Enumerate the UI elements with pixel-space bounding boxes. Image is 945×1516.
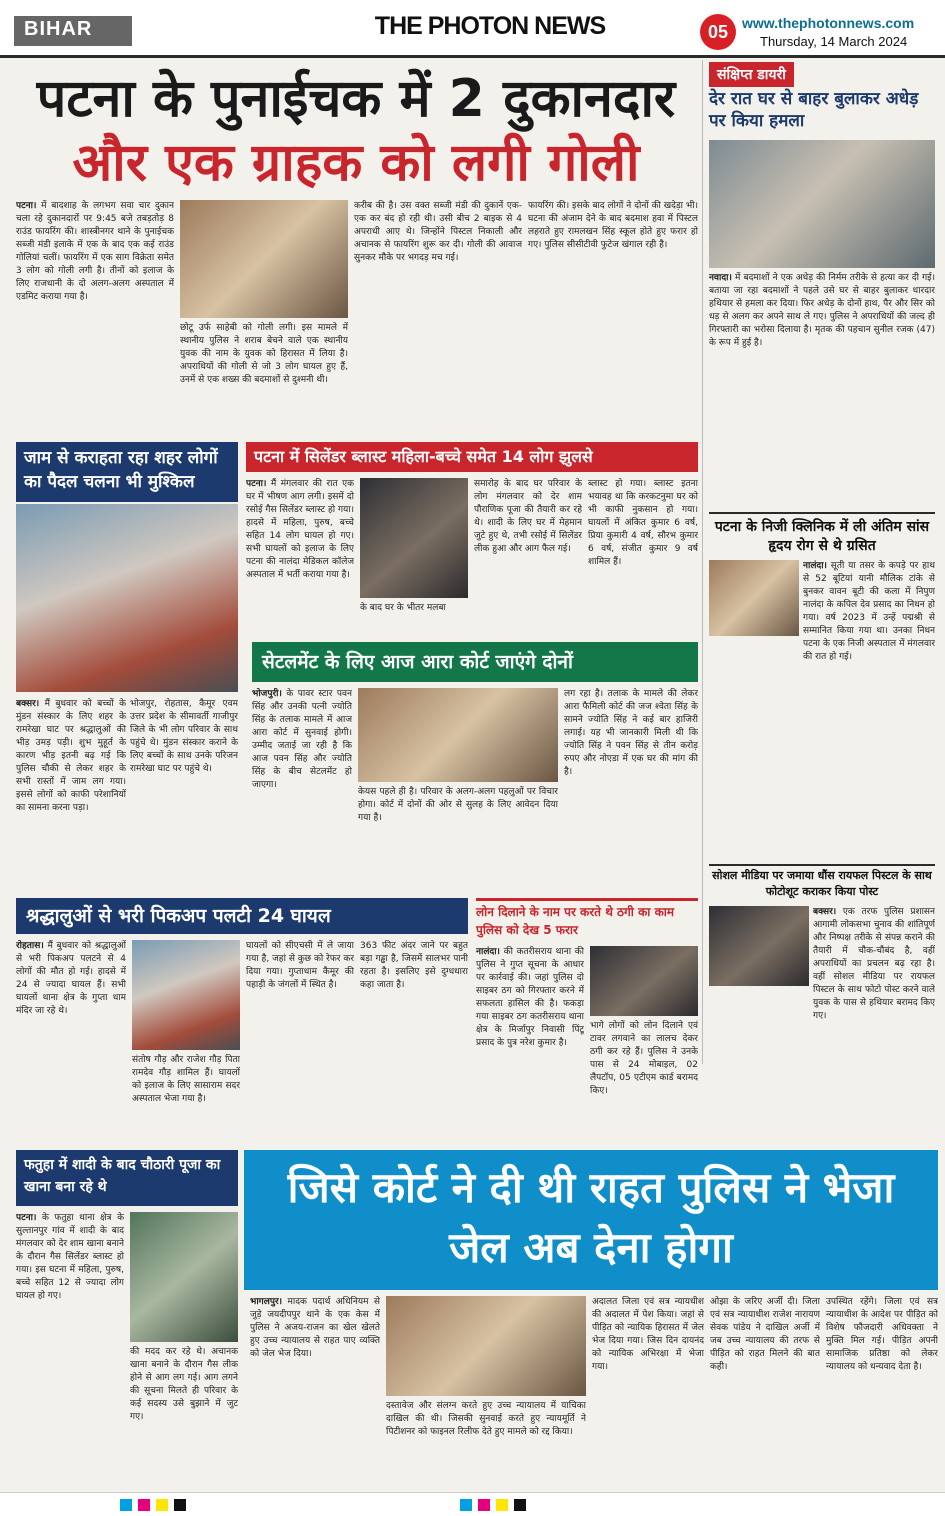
sidebar-story-3-photo: [709, 906, 809, 986]
lead-headline-line2: और एक ग्राहक को लगी गोली: [72, 133, 640, 193]
cylinder-story-caption: के बाद घर के भीतर मलबा: [360, 603, 446, 613]
court-story-dateline: भागलपुर।: [250, 1297, 283, 1307]
lead-column-4: फायरिंग की। इसके बाद लोगों ने दोनों की खदेड़ा भी। घटना की अंजाम देने के बाद बदमाश हवा में पिस्टल लहराते हुए रामलखन सिंह स्कूल होते हुए फरार हो गए। पुलिस सीसीटीवी फुटेज खंगाल रही है।: [528, 201, 698, 250]
pickup-story-photo: [132, 940, 240, 1050]
cylinder-story-column-2: समारोह के बाद घर परिवार के लोग मंगलवार को देर शाम पौराणिक पूजा की तैयारी कर रहे थे। शादी के लिए घर में मेहमान जुटे हुए थे, तभी रसोई में सिलेंडर लीक हुआ और आग फैल गई।: [474, 479, 582, 554]
settlement-story-column-1: भोजपुरी। के पावर स्टार पवन सिंह और उनकी पत्नी ज्योति सिंह के तलाक मामले में आज आरा कोर्ट में सुनवाई होगी। उम्मीद जताई जा रही है कि आज पवन सिंह और ज्योति सिंह के बीच सेटलमेंट हो जाएगा।: [252, 689, 352, 790]
cylinder-story-dateline: पटना।: [246, 479, 267, 489]
sidebar-story-1-headline: देर रात घर से बाहर बुलाकर अधेड़ पर किया हमला: [709, 89, 919, 131]
settlement-story-column-3: लग रहा है। तलाक के मामले की लेकर आरा फैमिली कोर्ट की जज श्वेता सिंह के सामने ज्योति सिंह ने कई बार हाजिरी लगाई। यह भी जानकारी मिली थी कि ज्योति सिंह ने पवन सिंह से तीन करोड़ रुपए और नोएडा में एक घर की मांग की है।: [564, 689, 698, 777]
cmyk-magenta-swatch-2: [478, 1499, 490, 1511]
fatuha-story-photo: [130, 1212, 238, 1342]
footer-registration-strip: [0, 1492, 945, 1516]
fatuha-story-headline-box: [16, 1150, 238, 1206]
settlement-story-headline: सेटलमेंट के लिए आज आरा कोर्ट जाएंगे दोनों: [262, 651, 573, 673]
settlement-story-column-2: केयस पहले ही है। परिवार के अलग-अलग पहलुओं पर विचार होगा। कोर्ट में दोनों की ओर से सुलह के लिए आवेदन दिया गया है।: [358, 787, 558, 823]
lead-headline-line1: पटना के पुनाईचक में 2 दुकानदार: [36, 69, 676, 129]
sidebar-divider-2: [709, 864, 935, 866]
court-story-column-3: अदालत जिला एवं सत्र न्यायधीश की अदालत में पेश किया। जहां से पीड़ित को न्यायिक हिरासत में जेल भेज दिया गया। जिस दिन दायनंद को न्यायिक अभिरक्षा में भेजा गया।: [592, 1297, 704, 1372]
sidebar-story-2-headline: पटना के निजी क्लिनिक में ली अंतिम सांस हृदय रोग से थे ग्रसित: [714, 519, 930, 554]
cmyk-black-swatch: [174, 1499, 186, 1511]
sidebar-story-1-dateline: नवादा।: [709, 273, 732, 283]
cylinder-story-column-3: ब्लास्ट हो गया। ब्लास्ट इतना भयावह था कि करकटनुमा घर को भी काफी नुकसान हो गया। घायलों में अंकित कुमार 6 वर्ष, प्रिया कुमारी 4 वर्ष, सौरभ कुमार 6 वर्ष, संजीत कुमार 9 वर्ष शामिल हैं।: [588, 479, 698, 567]
loan-story-photo: [590, 946, 698, 1016]
pickup-story-column-1: रोहतास। मैं बुधवार को श्रद्धालुओं से भरी पिकअप पलटने से 4 लोगों की मौत हो गई। हादसे में 24 से ज्यादा घायल हैं। सभी घायलों थाना क्षेत्र के गुप्ता धाम मंदिर जा रहे थे।: [16, 941, 126, 1016]
sidebar-story-1-text: नवादा। में बदमाशों ने एक अधेड़ की निर्मम तरीके से हत्या कर दी गई। बताया जा रहा बदमाशों ने पहले उसे घर से बाहर बुलाकर धारदार हथियार से हमला कर दिया। फिर अधेड़ के दोनों हाथ, पैर और सिर को धड़ से अलग कर अपने साथ ले गए। पुलिस ने अपराधियों की जल्द ही गिरफ्तारी का भरोसा दिलाया है। मृतक की पहचान सुनील रजक (47) के रूप में हुई है।: [709, 273, 935, 348]
cmyk-yellow-swatch: [156, 1499, 168, 1511]
jam-story-column-1: बक्सर। मैं बुधवार को बच्चों के मुंडन संस्कार के लिए शहर के रामरेखा घाट पर श्रद्धालुओं की भीड़ उमड़ पड़ी। शुभ मुहूर्त के कारण भीड़ इतनी बढ़ गई कि पुलिस चौकी से लेकर शहर के सभी रास्तों में जाम लग गया। इससे लोगों को काफी परेशानियों का सामना करना पड़ा।: [16, 699, 126, 813]
pickup-story-column-2: संतोष गौड़ और राजेश गौड़ पिता रामदेव गौड़ शामिल हैं। घायलों को इलाज के लिए सासाराम सदर अस्पताल भेजा गया है।: [132, 1055, 240, 1104]
masthead: [0, 0, 945, 58]
jam-story-headline: जाम से कराहता रहा शहर लोगों का पैदल चलना भी मुश्किल: [24, 448, 218, 492]
jam-story-headline-box: [16, 442, 238, 502]
paper-name: THE PHOTON NEWS: [374, 12, 606, 40]
lead-photo: [180, 200, 348, 318]
cylinder-story-headline-box: [246, 442, 698, 472]
sidebar-divider-1: [709, 512, 935, 514]
cmyk-yellow-swatch-2: [496, 1499, 508, 1511]
fatuha-story-column-1: पटना। के फतुहा थाना क्षेत्र के सुल्तानपुर गांव में शादी के बाद मंगलवार को देर शाम खाना बनाने के दौरान गैस सिलेंडर ब्लास्ट हो गया। इस घटना में महिला, पुरुष, बच्चे सहित 12 से ज्यादा लोग घायल हो गए।: [16, 1213, 124, 1301]
cylinder-story-column-1: पटना। मैं मंगलवार की रात एक घर में भीषण आग लगी। इसमें दो रसोई गैस सिलेंडर ब्लास्ट हो गया। हादसे में महिला, पुरुष, बच्चे सहित 14 लोग घायल हो गए। सभी घायलों को इलाज के लिए पटना की नालंदा मेडिकल कॉलेज अस्पताल में भर्ती कराया गया है।: [246, 479, 354, 580]
pickup-story-headline-box: [16, 898, 468, 934]
jam-story-column-2: भोजपुर, रोहतास, कैमूर एवम उत्तर प्रदेश के सीमावर्ती गाजीपुर जिले के भी लोग परिवार के साथ पहुंचे थे। मुंडन संस्कार कराने के लिए बच्चों के साथ उनके परिजन रामरेखा घाट पर पहुंचे थे।: [130, 699, 238, 774]
settlement-story-dateline: भोजपुरी।: [252, 689, 282, 699]
sidebar-story-2-photo: [709, 560, 799, 636]
court-story-column-2: दस्तावेज और संलग्न करते हुए उच्च न्यायालय में याचिका दाखिल की थी। जिसकी सुनवाई करते हुए न्यायमूर्ति ने पिटीशनर को फाइनल रिलीफ देते हुए मामले को रद्द किया।: [386, 1401, 586, 1437]
lead-column-1: पटना। में बादशाह के लगभग सवा चार दुकान चला रहे दुकानदारों पर 9:45 बजे तबड़तोड़ 8 राउंड फायरिंग की। शास्त्रीनगर थाने के पुनाईचक सब्जी मंडी इलाके में एक के बाद एक कई राउंड गोलियां चलीं। फायरिंग में एक साग विक्रेता समेत 3 लोग को गोली लगी है। तीनों को इलाज के लिए राजधानी के दो अलग-अलग अस्पताल में एडमिट कराया गया है।: [16, 201, 174, 302]
loan-story-column-2: भागे लोगों को लोन दिलाने एवं टावर लगवाने का लालच देकर ठगी कर रहे हैं। पुलिस ने उनके पास से 24 मोबाइल, 02 लैपटॉप, 05 एटीएम कार्ड बरामद किए।: [590, 1021, 698, 1096]
issue-date: Thursday, 14 March 2024: [760, 34, 908, 49]
court-story-column-5: उपस्थित रहेंगे। जिला एवं सत्र न्यायाधीश के आदेश पर पीड़ित को विशेष फौजदारी अधिवक्ता ने मुक्ति मिल गई। पीड़ित अपनी सामाजिक प्रतिष्ठा को लेकर न्यायालय को धन्यवाद देता है।: [826, 1297, 938, 1372]
court-story-headline-box: [244, 1150, 938, 1290]
cmyk-black-swatch-2: [514, 1499, 526, 1511]
pickup-story-column-3: घायलों को सीएचसी में ले जाया गया है, जहां से कुछ को रेफर कर दिया गया। गुप्ताधाम कैमूर की पहाड़ी के जंगलों में स्थित है।: [246, 941, 354, 990]
page-number: 05: [700, 14, 736, 50]
loan-story-headline-box: [476, 898, 698, 942]
settlement-story-photo: [358, 688, 558, 782]
pickup-story-headline: श्रद्धालुओं से भरी पिकअप पलटी 24 घायल: [26, 905, 331, 927]
court-story-column-1: भागलपुर। मादक पदार्थ अधिनियम से जुड़े जयदीपपुर थाने के एक केस में पुलिस ने अजय-राजन का खेल खेलते हुए उच्च न्यायालय से राहत पाए व्यक्ति को जेल भेज दिया।: [250, 1297, 380, 1359]
loan-story-dateline: नालंदा।: [476, 947, 500, 957]
lead-dateline: पटना।: [16, 201, 37, 211]
sidebar-story-3-text: बक्सर। एक तरफ पुलिस प्रशासन आगामी लोकसभा चुनाव की शांतिपूर्ण और निष्पक्ष तरीके से संपन्न कराने की तैयारी में चौक-चौबंद है, वहीं अपराधियों का प्रचलन बढ़ रहा है। वहीं सोशल मीडिया पर रायफल पिस्टल के साथ फोटो पोस्ट करने वाले युवक के पास से हथियार बरामद किए गए।: [813, 907, 935, 1021]
cmyk-magenta-swatch: [138, 1499, 150, 1511]
fatuha-story-column-2: की मदद कर रहे थे। अचानक खाना बनाने के दौरान गैस लीक होने से आग लग गई। आग लगने की सूचना मिलते ही परिवार के कई सदस्य उसे बुझाने में जुट गए।: [130, 1347, 238, 1422]
court-story-headline: जिसे कोर्ट ने दी थी राहत पुलिस ने भेजा जेल अब देना होगा: [287, 1163, 895, 1272]
lead-column-3: करीब की है। उस वक्त सब्जी मंडी की दुकानें एक-एक कर बंद हो रही थी। उसी बीच 2 बाइक से 4 अपराधी आए थे। जिन्होंने पिस्टल निकाली और अचानक से फायरिंग शुरू कर दी। गोली की आवाज सुनकर मौके पर भगदड़ मच गई।: [354, 201, 522, 263]
sidebar-story-3-dateline: बक्सर।: [813, 907, 837, 917]
court-story-gavel-photo: [386, 1296, 586, 1396]
lead-column-2: छोटू उर्फ साहेबी को गोली लगी। इस मामले में स्थानीय पुलिस ने शराब बेचने वाले एक स्थानीय युवक की नाम के युवक को हिरासत में लिया है। अपराधियों की गोली से जो 3 लोग घायल हुए हैं, उनमें से एक शख्स की बदमाशों से दुश्मनी थी।: [180, 323, 348, 385]
cylinder-story-headline: पटना में सिलेंडर ब्लास्ट महिला-बच्चे समेत 14 लोग झुलसे: [254, 447, 593, 466]
website-link[interactable]: www.thephotonnews.com: [742, 15, 915, 31]
settlement-story-headline-box: [252, 642, 698, 682]
pickup-story-dateline: रोहतास।: [16, 941, 44, 951]
sidebar-story-2-dateline: नालंदा।: [803, 561, 827, 571]
fatuha-story-dateline: पटना।: [16, 1213, 37, 1223]
sidebar-story-1-photo: [709, 140, 935, 268]
pickup-story-column-4: 363 फीट अंदर जाने पर बहुत बड़ा गड्ढा है, जिसमें सालभर पानी रहता है। इसलिए इसे दुग्धधारा कहा जाता है।: [360, 941, 468, 990]
cmyk-cyan-swatch-2: [460, 1499, 472, 1511]
cylinder-story-photo: [360, 478, 468, 598]
sidebar-story-3-headline: सोशल मीडिया पर जमाया धौंस रायफल पिस्टल के साथ फोटोशूट कराकर किया पोस्ट: [712, 869, 932, 898]
sidebar-diary: [702, 60, 938, 1064]
section-tag: BIHAR: [14, 16, 132, 46]
sidebar-tag: संक्षिप्त डायरी: [709, 62, 794, 87]
loan-story-column-1: नालंदा। की कतरीसराय थाना की पुलिस ने गुप्त सूचना के आधार पर कार्रवाई की। जहां पुलिस दो साइबर ठग को गिरफ्तार करने में सफलता हासिल की है। फकड़ा गया साइबर ठग कतरीसराय थाना क्षेत्र के मिर्जापुर निवासी पिंटू प्रसाद के पुत्र नरेश कुमार है।: [476, 947, 584, 1048]
cmyk-cyan-swatch: [120, 1499, 132, 1511]
sidebar-story-2-text: नालंदा। सूती या तसर के कपड़े पर हाथ से 52 बूटियां यानी मौलिक टांके से बुनकर वावन बूटी की कला में निपुण नालंदा के कपिल देव प्रसाद का निधन हो गया। वर्ष 2023 में उन्हें पद्मश्री से सम्मानित किया गया था। उनका निधन पटना के एक निजी अस्पताल में मंगलवार की रात हो गई।: [803, 561, 935, 662]
fatuha-story-headline: फतुहा में शादी के बाद चौठारी पूजा का खाना बना रहे थे: [24, 1157, 221, 1195]
jam-story-photo: [16, 504, 238, 692]
loan-story-headline: लोन दिलाने के नाम पर करते थे ठगी का काम पुलिस को देख 5 फरार: [476, 905, 675, 937]
jam-story-dateline: बक्सर।: [16, 699, 40, 709]
court-story-column-4: ओझा के जरिए अर्जी दी। जिला एवं सत्र न्यायाधीश राजेश नारायण सेवक पांडेय ने दाखिल अर्जी में जब उच्च न्यायालय की तरफ से पीड़ित को राहत मिलने की बात कही।: [710, 1297, 820, 1372]
